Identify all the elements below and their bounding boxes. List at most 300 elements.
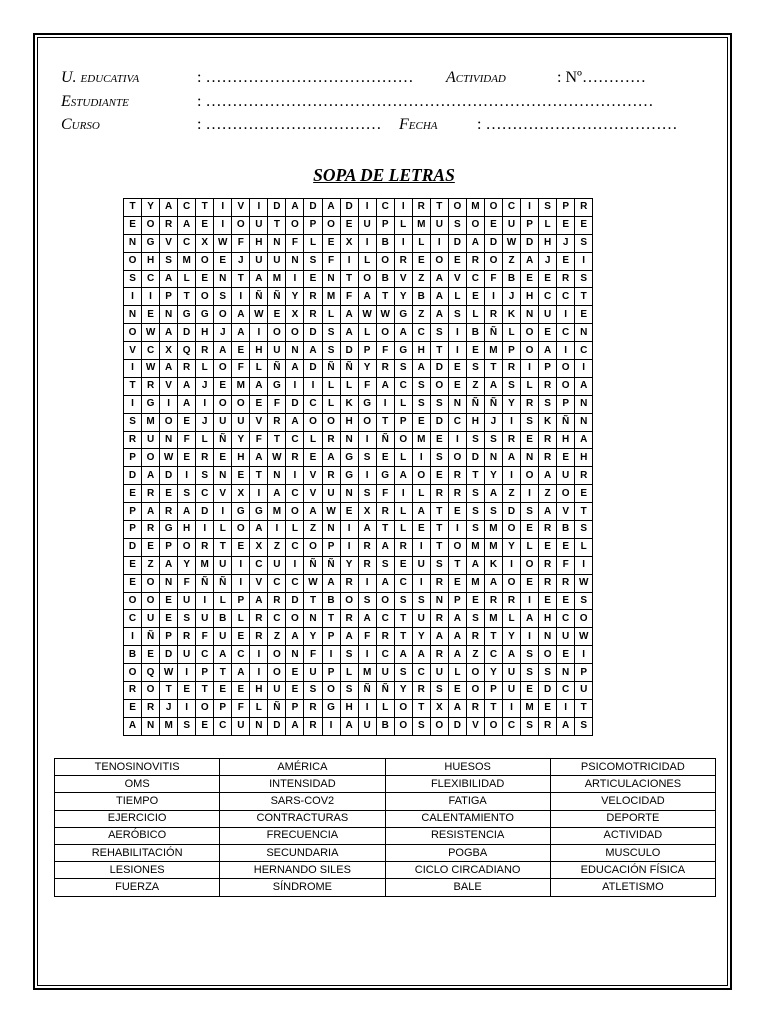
- grid-cell[interactable]: O: [521, 467, 539, 485]
- grid-cell[interactable]: T: [214, 664, 232, 682]
- grid-cell[interactable]: T: [160, 682, 178, 700]
- grid-cell[interactable]: O: [142, 216, 160, 234]
- grid-cell[interactable]: P: [322, 628, 340, 646]
- grid-cell[interactable]: C: [286, 431, 304, 449]
- grid-cell[interactable]: O: [196, 252, 214, 270]
- grid-cell[interactable]: D: [304, 199, 322, 217]
- grid-cell[interactable]: A: [286, 628, 304, 646]
- grid-cell[interactable]: S: [484, 431, 502, 449]
- grid-cell[interactable]: R: [502, 360, 520, 378]
- grid-cell[interactable]: R: [340, 574, 358, 592]
- grid-cell[interactable]: T: [430, 538, 448, 556]
- grid-cell[interactable]: G: [142, 395, 160, 413]
- grid-cell[interactable]: V: [250, 413, 268, 431]
- grid-cell[interactable]: D: [539, 682, 557, 700]
- grid-cell[interactable]: R: [142, 521, 160, 539]
- grid-cell[interactable]: C: [557, 288, 575, 306]
- grid-cell[interactable]: N: [160, 574, 178, 592]
- grid-cell[interactable]: A: [484, 574, 502, 592]
- grid-cell[interactable]: E: [557, 538, 575, 556]
- grid-cell[interactable]: E: [521, 431, 539, 449]
- grid-cell[interactable]: T: [268, 216, 286, 234]
- grid-cell[interactable]: A: [376, 538, 394, 556]
- grid-cell[interactable]: Ñ: [322, 556, 340, 574]
- grid-cell[interactable]: L: [214, 521, 232, 539]
- grid-cell[interactable]: O: [376, 592, 394, 610]
- grid-cell[interactable]: H: [250, 682, 268, 700]
- grid-cell[interactable]: O: [142, 592, 160, 610]
- grid-cell[interactable]: I: [412, 538, 430, 556]
- grid-cell[interactable]: A: [232, 306, 250, 324]
- grid-cell[interactable]: O: [232, 216, 250, 234]
- grid-cell[interactable]: D: [466, 449, 484, 467]
- grid-cell[interactable]: E: [304, 449, 322, 467]
- grid-cell[interactable]: A: [394, 646, 412, 664]
- grid-cell[interactable]: R: [304, 288, 322, 306]
- grid-cell[interactable]: T: [196, 682, 214, 700]
- grid-cell[interactable]: A: [340, 306, 358, 324]
- grid-cell[interactable]: E: [466, 288, 484, 306]
- grid-cell[interactable]: A: [412, 360, 430, 378]
- grid-cell[interactable]: Ñ: [557, 413, 575, 431]
- grid-cell[interactable]: J: [539, 252, 557, 270]
- grid-cell[interactable]: B: [466, 324, 484, 342]
- grid-cell[interactable]: A: [232, 664, 250, 682]
- grid-cell[interactable]: Z: [412, 270, 430, 288]
- grid-cell[interactable]: E: [521, 521, 539, 539]
- grid-cell[interactable]: A: [394, 324, 412, 342]
- grid-cell[interactable]: S: [430, 449, 448, 467]
- grid-cell[interactable]: P: [358, 342, 376, 360]
- grid-cell[interactable]: E: [448, 377, 466, 395]
- grid-cell[interactable]: O: [124, 252, 142, 270]
- grid-cell[interactable]: Y: [394, 288, 412, 306]
- grid-cell[interactable]: O: [448, 199, 466, 217]
- grid-cell[interactable]: A: [484, 377, 502, 395]
- grid-cell[interactable]: B: [376, 234, 394, 252]
- grid-cell[interactable]: E: [304, 270, 322, 288]
- grid-cell[interactable]: A: [178, 395, 196, 413]
- grid-cell[interactable]: I: [412, 574, 430, 592]
- grid-cell[interactable]: T: [124, 199, 142, 217]
- grid-cell[interactable]: R: [539, 431, 557, 449]
- grid-cell[interactable]: H: [539, 234, 557, 252]
- grid-cell[interactable]: A: [268, 485, 286, 503]
- grid-cell[interactable]: L: [394, 395, 412, 413]
- grid-cell[interactable]: I: [250, 199, 268, 217]
- grid-cell[interactable]: A: [286, 717, 304, 735]
- grid-cell[interactable]: I: [358, 646, 376, 664]
- grid-cell[interactable]: N: [286, 342, 304, 360]
- grid-cell[interactable]: A: [160, 199, 178, 217]
- grid-cell[interactable]: A: [322, 449, 340, 467]
- grid-cell[interactable]: D: [124, 538, 142, 556]
- grid-cell[interactable]: L: [521, 377, 539, 395]
- grid-cell[interactable]: R: [304, 699, 322, 717]
- grid-cell[interactable]: G: [394, 342, 412, 360]
- grid-cell[interactable]: S: [466, 360, 484, 378]
- grid-cell[interactable]: F: [304, 646, 322, 664]
- grid-cell[interactable]: U: [412, 556, 430, 574]
- grid-cell[interactable]: I: [448, 342, 466, 360]
- grid-cell[interactable]: R: [340, 610, 358, 628]
- grid-cell[interactable]: N: [124, 306, 142, 324]
- grid-cell[interactable]: R: [575, 467, 593, 485]
- grid-cell[interactable]: T: [376, 413, 394, 431]
- grid-cell[interactable]: W: [502, 234, 520, 252]
- grid-cell[interactable]: E: [142, 306, 160, 324]
- grid-cell[interactable]: V: [160, 234, 178, 252]
- grid-cell[interactable]: O: [322, 413, 340, 431]
- grid-cell[interactable]: P: [322, 538, 340, 556]
- grid-cell[interactable]: E: [214, 377, 232, 395]
- grid-cell[interactable]: O: [214, 306, 232, 324]
- grid-cell[interactable]: V: [214, 485, 232, 503]
- grid-cell[interactable]: A: [160, 324, 178, 342]
- grid-cell[interactable]: A: [358, 610, 376, 628]
- grid-cell[interactable]: E: [557, 216, 575, 234]
- grid-cell[interactable]: O: [484, 717, 502, 735]
- grid-cell[interactable]: Z: [412, 306, 430, 324]
- grid-cell[interactable]: B: [376, 717, 394, 735]
- grid-cell[interactable]: F: [232, 360, 250, 378]
- grid-cell[interactable]: O: [214, 395, 232, 413]
- grid-cell[interactable]: Ñ: [142, 628, 160, 646]
- grid-cell[interactable]: O: [521, 342, 539, 360]
- grid-cell[interactable]: S: [430, 395, 448, 413]
- grid-cell[interactable]: O: [322, 682, 340, 700]
- grid-cell[interactable]: R: [412, 682, 430, 700]
- grid-cell[interactable]: P: [557, 199, 575, 217]
- grid-cell[interactable]: O: [124, 324, 142, 342]
- grid-cell[interactable]: L: [575, 538, 593, 556]
- grid-cell[interactable]: S: [521, 646, 539, 664]
- grid-cell[interactable]: E: [448, 574, 466, 592]
- grid-cell[interactable]: M: [232, 377, 250, 395]
- grid-cell[interactable]: T: [124, 377, 142, 395]
- grid-cell[interactable]: A: [142, 467, 160, 485]
- grid-cell[interactable]: N: [484, 449, 502, 467]
- grid-cell[interactable]: V: [124, 342, 142, 360]
- grid-cell[interactable]: Ñ: [358, 682, 376, 700]
- grid-cell[interactable]: E: [539, 538, 557, 556]
- grid-cell[interactable]: P: [304, 216, 322, 234]
- grid-cell[interactable]: X: [430, 699, 448, 717]
- grid-cell[interactable]: L: [304, 431, 322, 449]
- grid-cell[interactable]: B: [124, 646, 142, 664]
- grid-cell[interactable]: P: [286, 699, 304, 717]
- grid-cell[interactable]: D: [448, 234, 466, 252]
- grid-cell[interactable]: S: [394, 592, 412, 610]
- grid-cell[interactable]: R: [196, 538, 214, 556]
- grid-cell[interactable]: E: [448, 503, 466, 521]
- field-actividad[interactable]: : Nº…………: [557, 69, 646, 86]
- grid-cell[interactable]: F: [376, 342, 394, 360]
- grid-cell[interactable]: C: [286, 574, 304, 592]
- grid-cell[interactable]: A: [160, 360, 178, 378]
- grid-cell[interactable]: I: [142, 288, 160, 306]
- grid-cell[interactable]: I: [232, 288, 250, 306]
- grid-cell[interactable]: I: [286, 467, 304, 485]
- grid-cell[interactable]: S: [466, 521, 484, 539]
- grid-cell[interactable]: S: [124, 413, 142, 431]
- grid-cell[interactable]: T: [575, 288, 593, 306]
- grid-cell[interactable]: S: [539, 395, 557, 413]
- grid-cell[interactable]: E: [484, 216, 502, 234]
- grid-cell[interactable]: I: [394, 199, 412, 217]
- grid-cell[interactable]: O: [142, 449, 160, 467]
- grid-cell[interactable]: S: [178, 485, 196, 503]
- grid-cell[interactable]: S: [394, 360, 412, 378]
- grid-cell[interactable]: T: [484, 699, 502, 717]
- grid-cell[interactable]: O: [340, 592, 358, 610]
- grid-cell[interactable]: S: [502, 377, 520, 395]
- grid-cell[interactable]: R: [124, 682, 142, 700]
- grid-cell[interactable]: F: [376, 485, 394, 503]
- grid-cell[interactable]: T: [412, 699, 430, 717]
- grid-cell[interactable]: R: [502, 592, 520, 610]
- grid-cell[interactable]: C: [484, 646, 502, 664]
- grid-cell[interactable]: F: [250, 431, 268, 449]
- grid-cell[interactable]: U: [268, 252, 286, 270]
- grid-cell[interactable]: X: [286, 306, 304, 324]
- grid-cell[interactable]: J: [160, 699, 178, 717]
- grid-cell[interactable]: R: [466, 699, 484, 717]
- grid-cell[interactable]: E: [232, 342, 250, 360]
- grid-cell[interactable]: O: [430, 377, 448, 395]
- grid-cell[interactable]: O: [557, 360, 575, 378]
- grid-cell[interactable]: R: [539, 556, 557, 574]
- grid-cell[interactable]: R: [142, 699, 160, 717]
- grid-cell[interactable]: T: [322, 610, 340, 628]
- grid-cell[interactable]: O: [286, 324, 304, 342]
- grid-cell[interactable]: U: [358, 216, 376, 234]
- grid-cell[interactable]: E: [232, 628, 250, 646]
- grid-cell[interactable]: M: [142, 413, 160, 431]
- grid-cell[interactable]: Z: [268, 538, 286, 556]
- grid-cell[interactable]: Q: [178, 342, 196, 360]
- grid-cell[interactable]: O: [286, 610, 304, 628]
- grid-cell[interactable]: Y: [232, 431, 250, 449]
- grid-cell[interactable]: A: [214, 342, 232, 360]
- grid-cell[interactable]: H: [466, 413, 484, 431]
- grid-cell[interactable]: R: [430, 485, 448, 503]
- grid-cell[interactable]: A: [160, 556, 178, 574]
- grid-cell[interactable]: T: [232, 270, 250, 288]
- grid-cell[interactable]: G: [358, 395, 376, 413]
- grid-cell[interactable]: X: [250, 538, 268, 556]
- grid-cell[interactable]: U: [142, 431, 160, 449]
- grid-cell[interactable]: L: [358, 324, 376, 342]
- grid-cell[interactable]: R: [521, 395, 539, 413]
- grid-cell[interactable]: A: [394, 467, 412, 485]
- grid-cell[interactable]: N: [214, 467, 232, 485]
- grid-cell[interactable]: O: [124, 592, 142, 610]
- grid-cell[interactable]: E: [394, 556, 412, 574]
- grid-cell[interactable]: I: [575, 252, 593, 270]
- grid-cell[interactable]: S: [178, 610, 196, 628]
- grid-cell[interactable]: I: [124, 628, 142, 646]
- grid-cell[interactable]: R: [430, 610, 448, 628]
- grid-cell[interactable]: T: [430, 503, 448, 521]
- grid-cell[interactable]: C: [178, 199, 196, 217]
- grid-cell[interactable]: S: [412, 377, 430, 395]
- grid-cell[interactable]: A: [358, 521, 376, 539]
- grid-cell[interactable]: W: [214, 234, 232, 252]
- grid-cell[interactable]: N: [286, 252, 304, 270]
- grid-cell[interactable]: R: [376, 628, 394, 646]
- grid-cell[interactable]: L: [232, 610, 250, 628]
- grid-cell[interactable]: U: [268, 682, 286, 700]
- grid-cell[interactable]: R: [484, 592, 502, 610]
- grid-cell[interactable]: O: [268, 646, 286, 664]
- grid-cell[interactable]: O: [448, 449, 466, 467]
- grid-cell[interactable]: D: [430, 413, 448, 431]
- grid-cell[interactable]: C: [286, 485, 304, 503]
- grid-cell[interactable]: A: [448, 699, 466, 717]
- grid-cell[interactable]: X: [340, 234, 358, 252]
- grid-cell[interactable]: R: [376, 360, 394, 378]
- grid-cell[interactable]: I: [394, 485, 412, 503]
- grid-cell[interactable]: I: [178, 664, 196, 682]
- grid-cell[interactable]: W: [322, 503, 340, 521]
- grid-cell[interactable]: N: [250, 717, 268, 735]
- grid-cell[interactable]: O: [142, 682, 160, 700]
- grid-cell[interactable]: N: [521, 306, 539, 324]
- grid-cell[interactable]: N: [286, 646, 304, 664]
- grid-cell[interactable]: A: [340, 324, 358, 342]
- grid-cell[interactable]: T: [304, 592, 322, 610]
- grid-cell[interactable]: R: [358, 556, 376, 574]
- grid-cell[interactable]: R: [322, 431, 340, 449]
- grid-cell[interactable]: F: [358, 628, 376, 646]
- grid-cell[interactable]: U: [178, 646, 196, 664]
- grid-cell[interactable]: S: [358, 449, 376, 467]
- grid-cell[interactable]: I: [340, 538, 358, 556]
- grid-cell[interactable]: I: [196, 521, 214, 539]
- grid-cell[interactable]: Ñ: [250, 288, 268, 306]
- grid-cell[interactable]: A: [412, 503, 430, 521]
- grid-cell[interactable]: Ñ: [268, 288, 286, 306]
- grid-cell[interactable]: W: [376, 306, 394, 324]
- grid-cell[interactable]: E: [412, 521, 430, 539]
- grid-cell[interactable]: L: [412, 485, 430, 503]
- grid-cell[interactable]: D: [286, 395, 304, 413]
- grid-cell[interactable]: R: [268, 592, 286, 610]
- grid-cell[interactable]: F: [484, 270, 502, 288]
- grid-cell[interactable]: Z: [539, 485, 557, 503]
- grid-cell[interactable]: L: [394, 449, 412, 467]
- grid-cell[interactable]: S: [304, 682, 322, 700]
- grid-cell[interactable]: B: [557, 521, 575, 539]
- grid-cell[interactable]: E: [521, 270, 539, 288]
- grid-cell[interactable]: A: [376, 377, 394, 395]
- grid-cell[interactable]: M: [412, 431, 430, 449]
- grid-cell[interactable]: Z: [466, 646, 484, 664]
- grid-cell[interactable]: O: [466, 682, 484, 700]
- grid-cell[interactable]: S: [340, 682, 358, 700]
- grid-cell[interactable]: C: [232, 646, 250, 664]
- grid-cell[interactable]: I: [286, 270, 304, 288]
- grid-cell[interactable]: X: [160, 342, 178, 360]
- grid-cell[interactable]: O: [376, 324, 394, 342]
- grid-cell[interactable]: E: [196, 216, 214, 234]
- grid-cell[interactable]: C: [214, 717, 232, 735]
- grid-cell[interactable]: P: [124, 521, 142, 539]
- grid-cell[interactable]: I: [214, 216, 232, 234]
- grid-cell[interactable]: S: [521, 503, 539, 521]
- grid-cell[interactable]: R: [394, 252, 412, 270]
- grid-cell[interactable]: Z: [268, 628, 286, 646]
- grid-cell[interactable]: S: [466, 431, 484, 449]
- grid-cell[interactable]: L: [196, 360, 214, 378]
- grid-cell[interactable]: L: [178, 270, 196, 288]
- grid-cell[interactable]: O: [268, 324, 286, 342]
- grid-cell[interactable]: T: [484, 360, 502, 378]
- grid-cell[interactable]: N: [304, 610, 322, 628]
- grid-cell[interactable]: A: [250, 270, 268, 288]
- grid-cell[interactable]: I: [340, 521, 358, 539]
- grid-cell[interactable]: C: [376, 646, 394, 664]
- grid-cell[interactable]: I: [358, 699, 376, 717]
- grid-cell[interactable]: K: [484, 556, 502, 574]
- grid-cell[interactable]: M: [358, 664, 376, 682]
- grid-cell[interactable]: S: [575, 234, 593, 252]
- grid-cell[interactable]: I: [521, 360, 539, 378]
- grid-cell[interactable]: S: [466, 485, 484, 503]
- grid-cell[interactable]: N: [340, 485, 358, 503]
- grid-cell[interactable]: M: [466, 538, 484, 556]
- grid-cell[interactable]: M: [268, 270, 286, 288]
- grid-cell[interactable]: C: [502, 717, 520, 735]
- grid-cell[interactable]: I: [196, 395, 214, 413]
- grid-cell[interactable]: R: [286, 449, 304, 467]
- grid-cell[interactable]: Ñ: [214, 431, 232, 449]
- grid-cell[interactable]: S: [575, 592, 593, 610]
- grid-cell[interactable]: E: [196, 717, 214, 735]
- grid-cell[interactable]: O: [358, 413, 376, 431]
- grid-cell[interactable]: S: [575, 521, 593, 539]
- grid-cell[interactable]: E: [178, 449, 196, 467]
- grid-cell[interactable]: T: [376, 288, 394, 306]
- grid-cell[interactable]: R: [160, 503, 178, 521]
- grid-cell[interactable]: S: [430, 682, 448, 700]
- grid-cell[interactable]: S: [358, 592, 376, 610]
- grid-cell[interactable]: A: [214, 646, 232, 664]
- grid-cell[interactable]: I: [358, 234, 376, 252]
- grid-cell[interactable]: Y: [142, 199, 160, 217]
- grid-cell[interactable]: E: [557, 592, 575, 610]
- grid-cell[interactable]: Y: [484, 664, 502, 682]
- grid-cell[interactable]: A: [286, 360, 304, 378]
- grid-cell[interactable]: S: [340, 646, 358, 664]
- grid-cell[interactable]: E: [232, 682, 250, 700]
- grid-cell[interactable]: W: [358, 306, 376, 324]
- grid-cell[interactable]: E: [124, 556, 142, 574]
- grid-cell[interactable]: S: [412, 592, 430, 610]
- grid-cell[interactable]: Ñ: [268, 699, 286, 717]
- grid-cell[interactable]: U: [430, 216, 448, 234]
- grid-cell[interactable]: D: [124, 467, 142, 485]
- grid-cell[interactable]: O: [394, 699, 412, 717]
- grid-cell[interactable]: P: [322, 664, 340, 682]
- grid-cell[interactable]: I: [340, 252, 358, 270]
- grid-cell[interactable]: S: [376, 556, 394, 574]
- grid-cell[interactable]: R: [448, 485, 466, 503]
- grid-cell[interactable]: U: [196, 610, 214, 628]
- grid-cell[interactable]: S: [539, 664, 557, 682]
- grid-cell[interactable]: O: [304, 413, 322, 431]
